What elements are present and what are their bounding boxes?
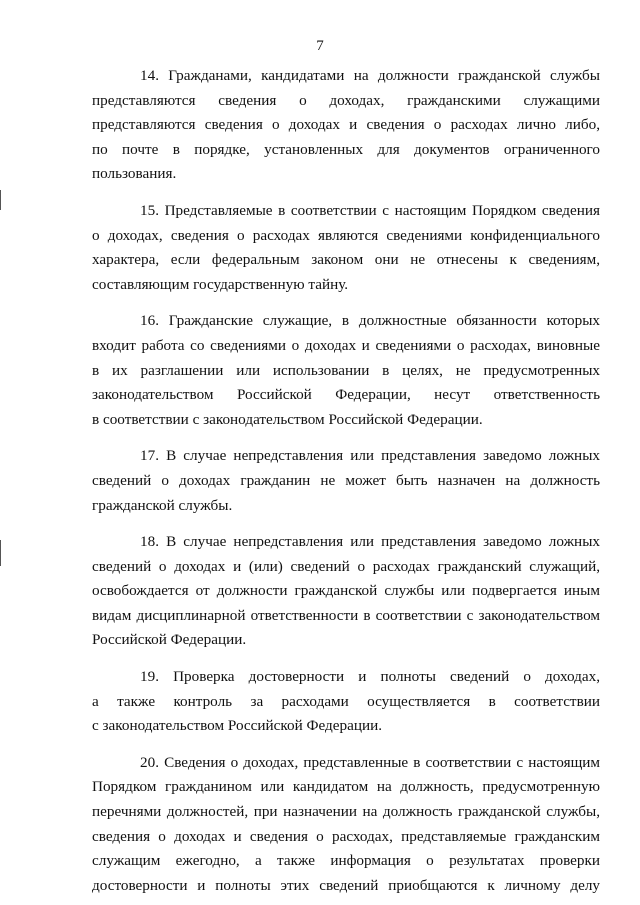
scan-edge-mark <box>0 190 1 210</box>
text-line: в соответствии с законодательством Российской Федерации. <box>92 410 483 428</box>
text-line: сведений о доходах гражданин не может быть назначен на должность <box>92 471 600 489</box>
text-line: служащим ежегодно, а также информация о результатах проверки <box>92 852 600 870</box>
text-line: по почте в порядке, установленных для документов ограниченного <box>92 140 600 158</box>
text-line: представляются сведения о доходах, гражданскими служащими <box>92 91 600 109</box>
text-line: 20. Сведения о доходах, представленные в соответствии с настоящим <box>140 753 600 771</box>
text-line: перечнями должностей, при назначении на должность гражданской службы, <box>92 803 600 821</box>
paragraph <box>92 530 600 653</box>
scan-edge-mark <box>0 540 1 566</box>
text-line: с законодательством Российской Федерации. <box>92 717 383 735</box>
text-line: 18. В случае непредставления или представления заведомо ложных <box>140 533 600 551</box>
text-line: видам дисциплинарной ответственности в соответствии с законодательством <box>92 606 600 624</box>
text-line: в их разглашении или использовании в целях, не предусмотренных <box>92 361 600 379</box>
paragraph <box>92 751 600 899</box>
paragraph <box>92 64 600 187</box>
text-line: 19. Проверка достоверности и полноты сведений о доходах, <box>140 668 600 686</box>
text-line: сведений о доходах и (или) сведений о расходах гражданский служащий, <box>92 557 600 575</box>
text-line: представляются сведения о доходах и сведения о расходах лично либо, <box>92 116 600 134</box>
text-line: 17. В случае непредставления или представления заведомо ложных <box>140 447 600 465</box>
paragraph <box>92 199 600 297</box>
text-line: а также контроль за расходами осуществляется в соответствии <box>92 692 600 710</box>
text-line: сведения о доходах и сведения о расходах, представляемые гражданским <box>92 827 600 845</box>
text-line: Российской Федерации. <box>92 631 247 649</box>
text-line: 14. Гражданами, кандидатами на должности гражданской службы <box>140 67 600 84</box>
text-line: пользования. <box>92 165 177 183</box>
paragraph <box>92 665 600 739</box>
text-line: освобождается от должности гражданской службы или подвергается иным <box>92 582 600 600</box>
paragraph <box>92 309 600 432</box>
page-number: 7 <box>316 38 324 54</box>
text-line: составляющим государственную тайну. <box>92 275 349 293</box>
text-line: Порядком гражданином или кандидатом на должность, предусмотренную <box>92 778 600 796</box>
text-line: входит работа со сведениями о доходах и сведениями о расходах, виновные <box>92 336 600 354</box>
paragraph <box>92 444 600 518</box>
text-line: 15. Представляемые в соответствии с настоящим Порядком сведения <box>140 201 600 219</box>
text-line: законодательством Российской Федерации, несут ответственность <box>92 386 600 404</box>
text-line: гражданской службы. <box>92 496 233 514</box>
text-line: характера, если федеральным законом они не отнесены к сведениям, <box>92 251 600 269</box>
text-line: достоверности и полноты этих сведений приобщаются к личному делу <box>92 876 600 894</box>
text-line: о доходах, сведения о расходах являются сведениями конфиденциального <box>92 226 600 244</box>
document-body <box>92 64 600 898</box>
text-line: 16. Гражданские служащие, в должностные обязанности которых <box>140 312 600 330</box>
